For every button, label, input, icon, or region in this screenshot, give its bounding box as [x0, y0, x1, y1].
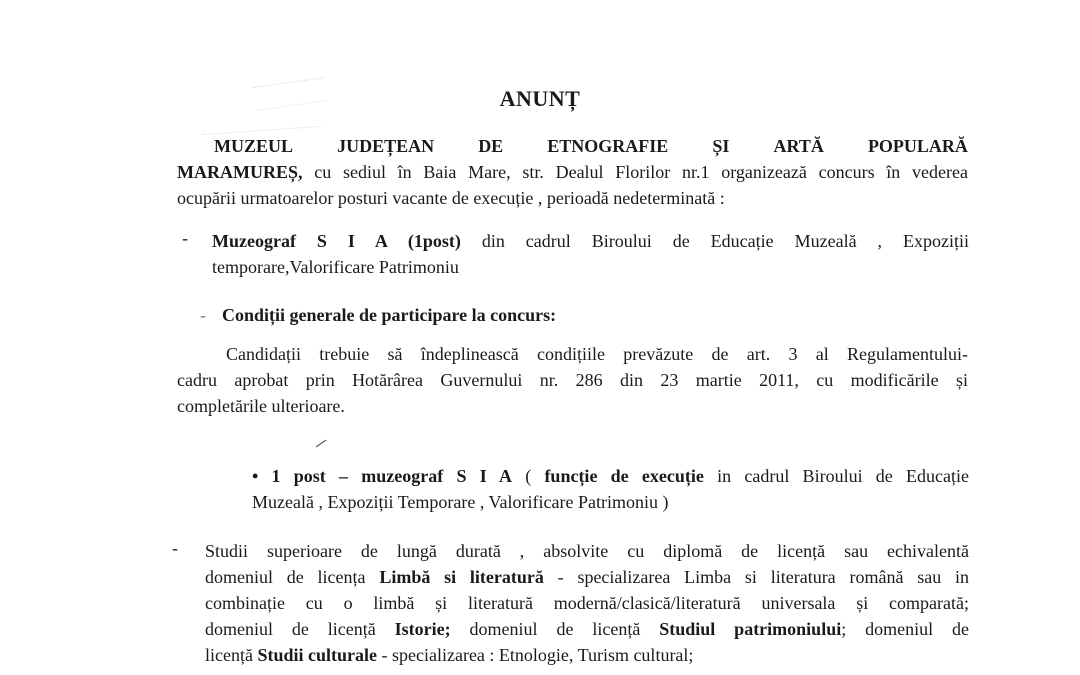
- post-item: Muzeograf S I A (1post) din cadrul Biroului de Educație Muzeală , Expoziții temporare,Valorificare Patrimoniu: [212, 231, 969, 277]
- intro-line-1: MUZEUL JUDEȚEAN DE ETNOGRAFIE ȘI ARTĂ POPULARĂ: [214, 136, 968, 156]
- conditions-paragraph: Candidații trebuie să îndeplinească condițiile prevăzute de art. 3 al Regulamentului- cadru aprobat prin Hotărârea Guvernului nr. 286 din 23 martie 2011, cu modificările și completările ulterioare.: [177, 344, 968, 416]
- intro-line-2: MARAMUREȘ, cu sediul în Baia Mare, str. Dealul Florilor nr.1 organizează concurs în vederea: [177, 162, 968, 182]
- list-dash: -: [182, 228, 188, 248]
- intro-paragraph: [177, 133, 968, 211]
- list-dash: -: [200, 305, 206, 325]
- studies-requirement: Studii superioare de lungă durată , absolvite cu diplomă de licență sau echivalentă domeniul de licența Limbă si literatură - specializarea Limba si literatura română sau in combinație cu o limbă și literatură modernă/clasică/literatură universala și comparată; domeniul de licență Istorie; domeniul de licență Studiul patrimoniului; domeniul de licență Studii culturale - specializarea : Etnologie, Turism cultural;: [205, 541, 969, 665]
- pen-mark: [316, 440, 326, 448]
- conditions-heading: Condiții generale de participare la concurs:: [222, 305, 557, 325]
- list-dash: -: [172, 538, 178, 558]
- bullet-post-item: • 1 post – muzeograf S I A ( funcție de execuție in cadrul Biroului de Educație Muzeală , Expoziții Temporare , Valorificare Patrimoniu ): [252, 466, 969, 512]
- intro-line-3: ocupării urmatoarelor posturi vacante de execuție , perioadă nedeterminată :: [177, 188, 725, 208]
- document-title: ANUNȚ: [499, 86, 581, 111]
